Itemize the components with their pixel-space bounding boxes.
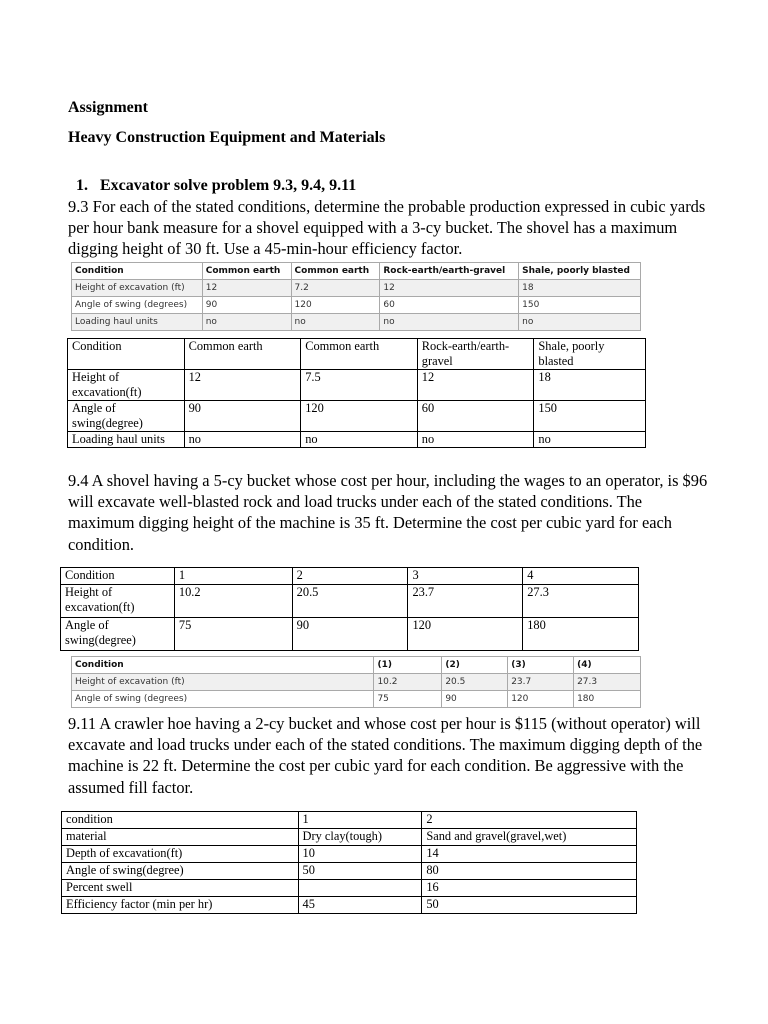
- table-cell: 23.7: [408, 585, 523, 618]
- table-row: [61, 618, 639, 651]
- table-row: [72, 314, 641, 331]
- problem-9-3-text: 9.3 For each of the stated conditions, determine the probable production expressed in cubic yards per hour bank measure for a shovel equipped with a 3-cy bucket. The shovel has a maximum digging height of 30 ft. Use a 45-min-hour efficiency factor.: [68, 197, 706, 259]
- table-row: [62, 829, 637, 846]
- table-cell: Common earth: [291, 263, 380, 280]
- table-cell: 1: [298, 812, 422, 829]
- table-cell: 90: [202, 297, 291, 314]
- table-cell: 12: [380, 280, 519, 297]
- table-cell: [298, 880, 422, 897]
- problem-9-3-table: [67, 338, 646, 448]
- table-cell: (2): [442, 657, 508, 674]
- table-cell: 75: [374, 691, 442, 708]
- table-cell: 60: [380, 297, 519, 314]
- table-cell: 27.3: [523, 585, 639, 618]
- table-cell: 90: [292, 618, 408, 651]
- table-row: [62, 863, 637, 880]
- document-title: Assignment: [68, 99, 149, 116]
- table-cell: Efficiency factor (min per hr): [62, 897, 299, 914]
- table-cell: no: [202, 314, 291, 331]
- table-cell: 4: [523, 568, 639, 585]
- section-number: 1.: [76, 177, 88, 194]
- table-cell: (3): [508, 657, 574, 674]
- table-cell: 14: [422, 846, 637, 863]
- table-cell: 75: [174, 618, 292, 651]
- table-cell: 80: [422, 863, 637, 880]
- table-row: [68, 370, 646, 401]
- table-cell: Shale, poorly blasted: [519, 263, 641, 280]
- table-cell: Height of excavation (ft): [72, 674, 374, 691]
- table-row: [68, 432, 646, 448]
- table-cell: no: [380, 314, 519, 331]
- table-cell: 10.2: [374, 674, 442, 691]
- table-cell: Condition: [68, 339, 185, 370]
- table-cell: 7.5: [301, 370, 418, 401]
- table-cell: 12: [184, 370, 301, 401]
- table-row: [61, 568, 639, 585]
- table-cell: Angle of swing(degree): [62, 863, 299, 880]
- table-cell: Height of excavation(ft): [68, 370, 185, 401]
- table-cell: Shale, poorly blasted: [534, 339, 646, 370]
- table-cell: no: [184, 432, 301, 448]
- table-cell: Height of excavation (ft): [72, 280, 203, 297]
- table-row: [72, 657, 641, 674]
- table-cell: Sand and gravel(gravel,wet): [422, 829, 637, 846]
- table-cell: 45: [298, 897, 422, 914]
- table-cell: 150: [519, 297, 641, 314]
- table-cell: Rock-earth/earth-gravel: [380, 263, 519, 280]
- table-cell: 120: [408, 618, 523, 651]
- table-cell: no: [291, 314, 380, 331]
- table-cell: 27.3: [574, 674, 641, 691]
- table-cell: Dry clay(tough): [298, 829, 422, 846]
- table-cell: condition: [62, 812, 299, 829]
- table-cell: 2: [422, 812, 637, 829]
- problem-9-4-table: [60, 567, 639, 651]
- table-cell: 120: [301, 401, 418, 432]
- table-cell: Angle of swing (degrees): [72, 691, 374, 708]
- table-cell: 16: [422, 880, 637, 897]
- table-cell: 90: [442, 691, 508, 708]
- section-heading-text: Excavator solve problem 9.3, 9.4, 9.11: [100, 177, 357, 194]
- problem-9-4-image-table: [71, 656, 641, 708]
- table-cell: Common earth: [202, 263, 291, 280]
- table-cell: 1: [174, 568, 292, 585]
- table-cell: Angle of swing (degrees): [72, 297, 203, 314]
- table-cell: no: [417, 432, 534, 448]
- table-row: [72, 691, 641, 708]
- table-cell: 60: [417, 401, 534, 432]
- table-cell: Condition: [72, 263, 203, 280]
- table-row: [62, 846, 637, 863]
- table-cell: 50: [422, 897, 637, 914]
- table-cell: 120: [291, 297, 380, 314]
- table-cell: 180: [574, 691, 641, 708]
- table-cell: 12: [202, 280, 291, 297]
- table-cell: 18: [519, 280, 641, 297]
- table-cell: 150: [534, 401, 646, 432]
- table-cell: Percent swell: [62, 880, 299, 897]
- table-cell: Depth of excavation(ft): [62, 846, 299, 863]
- table-cell: 180: [523, 618, 639, 651]
- table-cell: (4): [574, 657, 641, 674]
- table-cell: no: [519, 314, 641, 331]
- table-cell: 2: [292, 568, 408, 585]
- table-cell: Loading haul units: [72, 314, 203, 331]
- table-row: [72, 297, 641, 314]
- table-row: [68, 401, 646, 432]
- table-cell: 10.2: [174, 585, 292, 618]
- table-row: [72, 280, 641, 297]
- table-cell: no: [534, 432, 646, 448]
- table-cell: 23.7: [508, 674, 574, 691]
- table-row: [62, 880, 637, 897]
- section-heading: [76, 177, 356, 195]
- table-cell: Angle of swing(degree): [68, 401, 185, 432]
- table-cell: Height of excavation(ft): [61, 585, 175, 618]
- table-cell: 50: [298, 863, 422, 880]
- table-cell: Condition: [72, 657, 374, 674]
- table-cell: Rock-earth/earth-gravel: [417, 339, 534, 370]
- table-row: [68, 339, 646, 370]
- problem-9-3-image-table: [71, 262, 641, 331]
- table-cell: Loading haul units: [68, 432, 185, 448]
- table-cell: 3: [408, 568, 523, 585]
- table-row: [61, 585, 639, 618]
- table-cell: 20.5: [442, 674, 508, 691]
- table-cell: 12: [417, 370, 534, 401]
- table-row: [62, 897, 637, 914]
- table-row: [72, 674, 641, 691]
- table-cell: no: [301, 432, 418, 448]
- table-cell: 120: [508, 691, 574, 708]
- problem-9-11-table: [61, 811, 637, 914]
- problem-9-11-text: 9.11 A crawler hoe having a 2-cy bucket and whose cost per hour is $115 (without operator) will excavate and load trucks under each of the stated conditions. The maximum digging depth of the machine is 22 ft. Determine the cost per cubic yard for each condition. Be aggressive with the assumed fill factor.: [68, 714, 703, 797]
- table-cell: Common earth: [184, 339, 301, 370]
- table-cell: (1): [374, 657, 442, 674]
- table-cell: 20.5: [292, 585, 408, 618]
- table-cell: Angle of swing(degree): [61, 618, 175, 651]
- table-cell: material: [62, 829, 299, 846]
- table-cell: 90: [184, 401, 301, 432]
- table-cell: Common earth: [301, 339, 418, 370]
- table-cell: 18: [534, 370, 646, 401]
- table-cell: Condition: [61, 568, 175, 585]
- table-row: [72, 263, 641, 280]
- problem-9-4-text: 9.4 A shovel having a 5-cy bucket whose cost per hour, including the wages to an operator, is $96 will excavate well-blasted rock and load trucks under each of the stated conditions. The maximum digging height of the machine is 35 ft. Determine the cost per cubic yard for each condition.: [68, 471, 708, 554]
- table-cell: 7.2: [291, 280, 380, 297]
- table-row: [62, 812, 637, 829]
- document-subtitle: Heavy Construction Equipment and Materials: [68, 129, 386, 146]
- table-cell: 10: [298, 846, 422, 863]
